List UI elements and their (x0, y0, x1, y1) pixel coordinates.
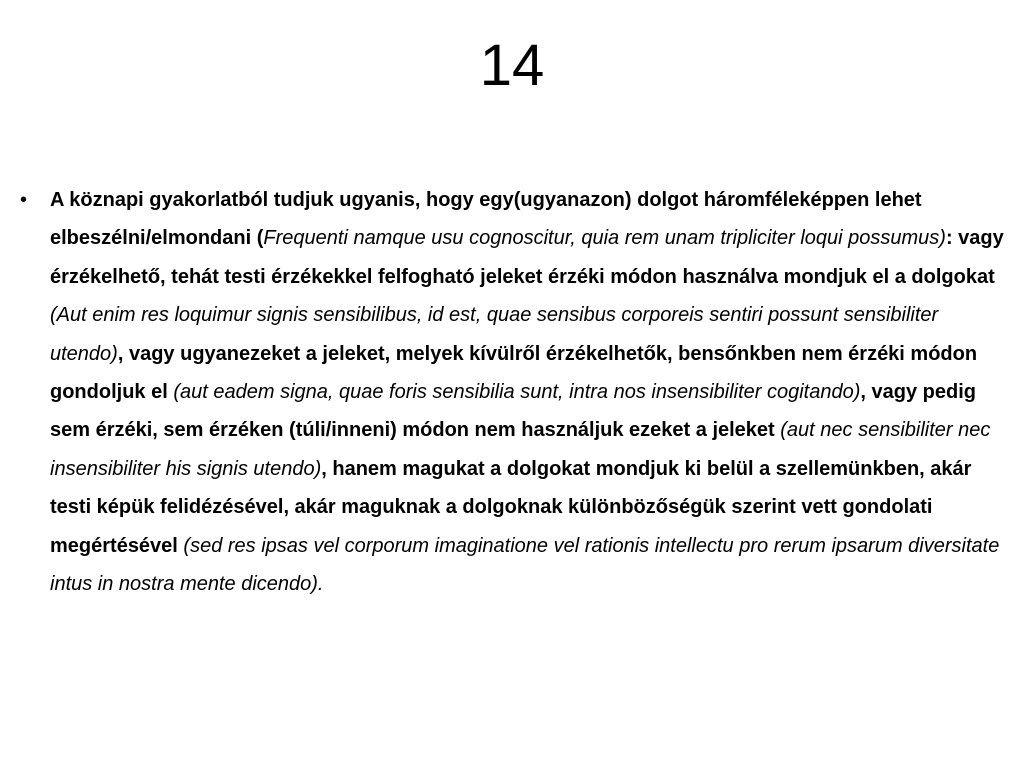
latin-quote-1: Frequenti namque usu cognoscitur, quia rem unam tripliciter loqui possumus) (263, 227, 946, 250)
slide-title: 14 (479, 33, 545, 98)
text-segment-2: : vagy érzékelhető, tehát testi érzékekkel felfogható jeleket érzéki módon használva mondjuk el a dolgokat (50, 227, 1004, 288)
text-segment-1: A köznapi gyakorlatból tudjuk ugyanis, hogy egy(ugyanazon) dolgot háromféleképpen lehet elbeszélni/elmondani ( (50, 189, 922, 250)
latin-quote-5: (sed res ipsas vel corporum imaginatione vel rationis intellectu pro rerum ipsarum diversitate intus in nostra mente dicendo). (50, 534, 1000, 596)
latin-quote-3: (aut eadem signa, quae foris sensibilia sunt, intra nos insensibiliter cogitando) (173, 381, 861, 404)
text-segment-3: , vagy ugyanezeket a jeleket, melyek kívülről érzékelhetők, bensőnkben nem érzéki módon gondoljuk el (50, 342, 978, 404)
bullet-icon: • (20, 189, 28, 211)
text-segment-5: , hanem magukat a dolgokat mondjuk ki belül a szellemünkben, akár testi képük felidézésével, akár maguknak a dolgoknak különbözőségük szerint vett gondolati megértésével (50, 457, 972, 557)
latin-quote-4: (aut nec sensibiliter nec insensibiliter his signis utendo) (50, 419, 991, 480)
bullet-paragraph (50, 189, 1004, 595)
latin-quote-2: (Aut enim res loquimur signis sensibilibus, id est, quae sensibus corporeis sentiri possunt sensibiliter utendo) (50, 304, 939, 365)
bullet-item (20, 181, 1016, 603)
text-segment-4: , vagy pedig sem érzéki, sem érzéken (túli/inneni) módon nem használjuk ezeket a jeleket (50, 381, 976, 442)
bullet-list (20, 181, 1016, 603)
